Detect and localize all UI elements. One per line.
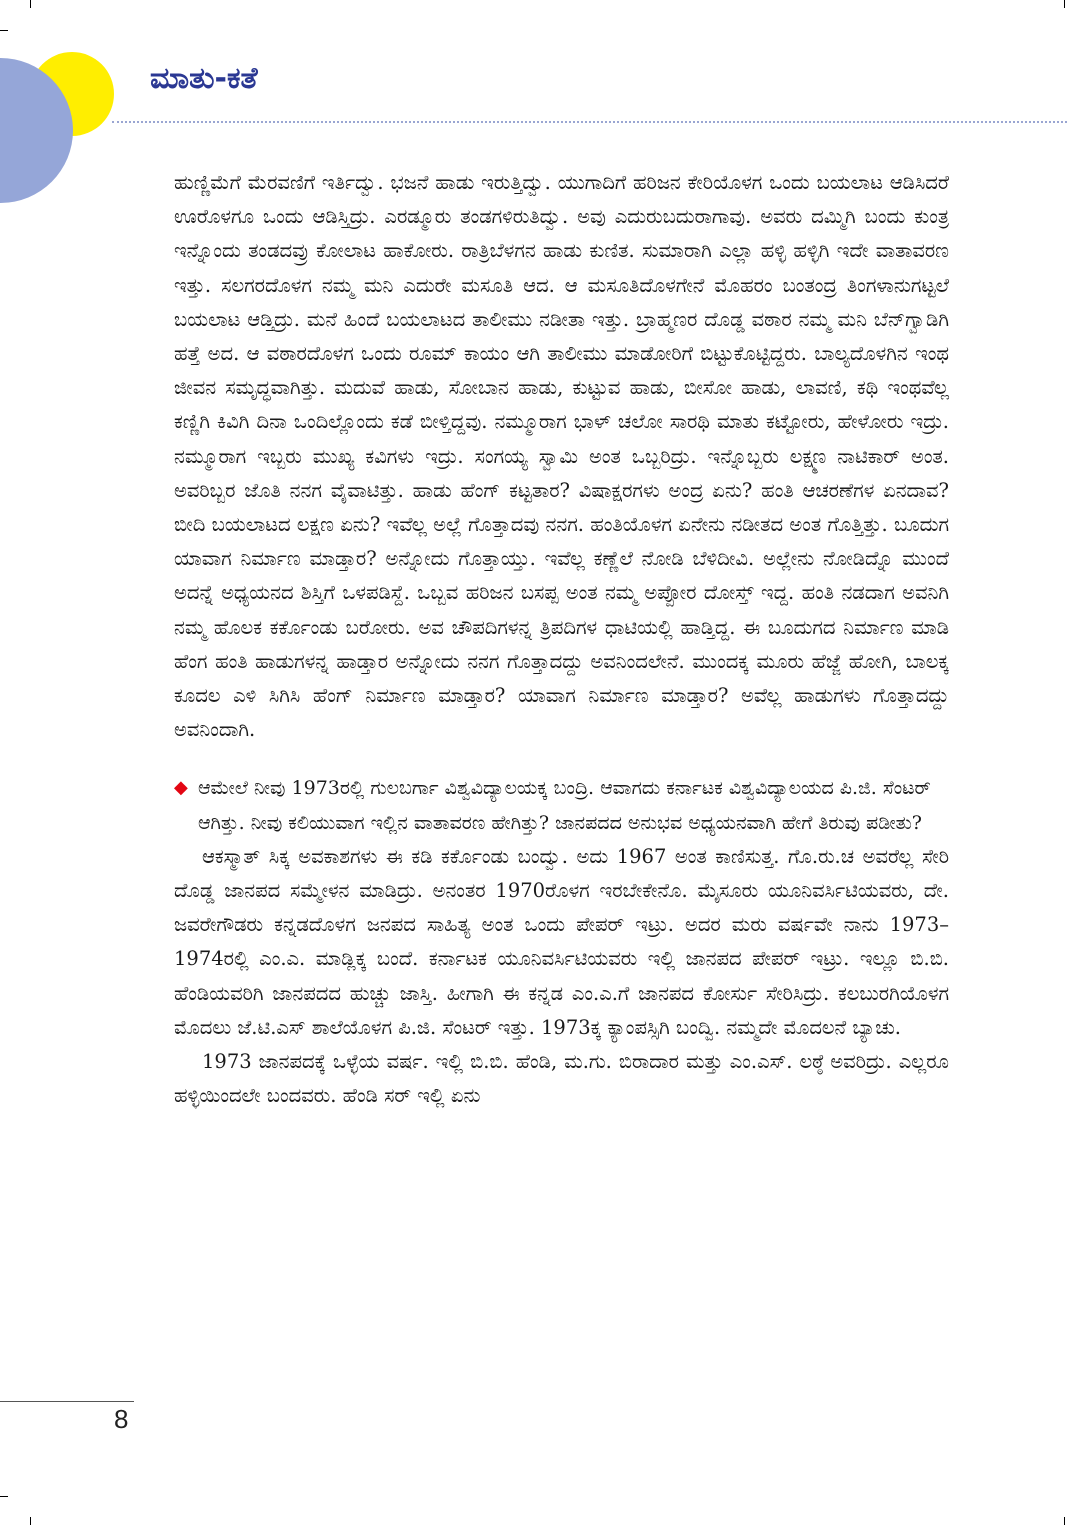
paragraph: 1973 ಜಾನಪದಕ್ಕೆ ಒಳ್ಳೆಯ ವರ್ಷ. ಇಲ್ಲಿ ಬಿ.ಬಿ. ಹೆಂಡಿ, ಮ.ಗು. ಬಿರಾದಾರ ಮತ್ತು ಎಂ.ಎಸ್. ಲಠ್ಠೆ ಅವರಿದ್ರು. ಎಲ್ಲರೂ ಹಳ್ಳಿಯಿಂದಲೇ ಬಂದವರು. ಹೆಂಡಿ ಸರ್ ಇಲ್ಲಿ ಏನು — [174, 1050, 949, 1108]
paragraph: ಆಕಸ್ಮಾತ್ ಸಿಕ್ಕ ಅವಕಾಶಗಳು ಈ ಕಡಿ ಕರ್ಕೊಂಡು ಬಂದ್ವು. ಅದು 1967 ಅಂತ ಕಾಣಿಸುತ್ತ. ಗೊ.ರು.ಚ ಅವರೆಲ್ಲ ಸೇರಿ ದೊಡ್ಡ ಜಾನಪದ ಸಮ್ಮೇಳನ ಮಾಡಿದ್ರು. ಅನಂತರ 1970ರೊಳಗ ಇರಬೇಕೇನೊ. ಮೈಸೂರು ಯೂನಿವರ್ಸಿಟಿಯವರು, ದೇ. ಜವರೇಗೌಡರು ಕನ್ನಡದೊಳಗ ಜನಪದ ಸಾಹಿತ್ಯ ಅಂತ ಒಂದು ಪೇಪರ್ ಇಟ್ರು. ಅದರ ಮರು ವರ್ಷವೇ ನಾನು 1973–1974ರಲ್ಲಿ ಎಂ.ಎ. ಮಾಡ್ಲಿಕ್ಕ ಬಂದೆ. ಕರ್ನಾಟಕ ಯೂನಿವರ್ಸಿಟಿಯವರು ಇಲ್ಲಿ ಜಾನಪದ ಪೇಪರ್ ಇಟ್ರು. ಇಲ್ಲೂ ಬಿ.ಬಿ. ಹೆಂಡಿಯವರಿಗಿ ಜಾನಪದದ ಹುಚ್ಚು ಜಾಸ್ತಿ. ಹೀಗಾಗಿ ಈ ಕನ್ನಡ ಎಂ.ಎ.ಗೆ ಜಾನಪದ ಕೋರ್ಸು ಸೇರಿಸಿದ್ರು. ಕಲಬುರಗಿಯೊಳಗ ಮೊದಲು ಜೆ.ಟಿ.ಎಸ್ ಶಾಲೆಯೊಳಗ ಪಿ.ಜಿ. ಸೆಂಟರ್ ಇತ್ತು. 1973ಕ್ಕ ಕ್ಯಾಂಪಸ್ಸಿಗಿ ಬಂದ್ವಿ. ನಮ್ಮದೇ ಮೊದಲನೆ ಬ್ಯಾಚು. — [174, 844, 949, 1039]
crop-mark — [0, 30, 8, 31]
crop-mark — [30, 1517, 31, 1525]
header-dotted-rule — [112, 121, 1067, 123]
crop-mark — [1064, 1517, 1065, 1525]
page-number: 8 — [114, 1404, 129, 1434]
interview-question — [174, 771, 949, 839]
article-body — [174, 166, 949, 1113]
diamond-bullet-icon: ◆ — [174, 777, 188, 799]
question-text: ಆಮೇಲೆ ನೀವು 1973ರಲ್ಲಿ ಗುಲಬರ್ಗಾ ವಿಶ್ವವಿದ್ಯಾಲಯಕ್ಕ ಬಂದ್ರಿ. ಆವಾಗದು ಕರ್ನಾಟಕ ವಿಶ್ವವಿದ್ಯಾಲಯದ ಪಿ.ಜಿ. ಸೆಂಟರ್ ಆಗಿತ್ತು. ನೀವು ಕಲಿಯುವಾಗ ಇಲ್ಲಿನ ವಾತಾವರಣ ಹೇಗಿತ್ತು? ಜಾನಪದದ ಅನುಭವ ಅಧ್ಯಯನವಾಗಿ ಹೇಗೆ ತಿರುವು ಪಡೀತು? — [198, 777, 931, 834]
crop-mark — [0, 1496, 8, 1497]
section-title: ಮಾತು-ಕತೆ — [150, 61, 258, 96]
crop-mark — [30, 0, 31, 8]
paragraph: ಹುಣ್ಣಿಮೆಗೆ ಮೆರವಣಿಗೆ ಇರ್ತಿದ್ವು. ಭಜನೆ ಹಾಡು ಇರುತ್ತಿದ್ವು. ಯುಗಾದಿಗೆ ಹರಿಜನ ಕೇರಿಯೊಳಗ ಒಂದು ಬಯಲಾಟ ಆಡಿಸಿದರೆ ಊರೊಳಗೂ ಒಂದು ಆಡಿಸ್ತಿದ್ರು. ಎರಡ್ಮೂರು ತಂಡಗಳಿರುತಿದ್ವು. ಅವು ಎದುರುಬದುರಾಗಾವು. ಅವರು ದಮ್ಮಿಗಿ ಬಂದು ಕುಂತ್ರ ಇನ್ನೊಂದು ತಂಡದವ್ರು ಕೋಲಾಟ ಹಾಕೋರು. ರಾತ್ರಿಬೆಳಗನ ಹಾಡು ಕುಣಿತ. ಸುಮಾರಾಗಿ ಎಲ್ಲಾ ಹಳ್ಳಿ ಹಳ್ಳಿಗಿ ಇದೇ ವಾತಾವರಣ ಇತ್ತು. ಸಲಗರದೊಳಗ ನಮ್ಮ ಮನಿ ಎದುರೇ ಮಸೂತಿ ಆದ. ಆ ಮಸೂತಿದೊಳಗೇನೆ ಮೊಹರಂ ಬಂತಂದ್ರ ತಿಂಗಳಾನುಗಟ್ಟಲೆ ಬಯಲಾಟ ಆಡ್ತಿದ್ರು. ಮನೆ ಹಿಂದೆ ಬಯಲಾಟದ ತಾಲೀಮು ನಡೀತಾ ಇತ್ತು. ಬ್ರಾಹ್ಮಣರ ದೊಡ್ಡ ವಠಾರ ನಮ್ಮ ಮನಿ ಬೆನ್‌ಗ್ವಾಡಿಗಿ ಹತ್ತೆ ಅದ. ಆ ವಠಾರದೊಳಗ ಒಂದು ರೂಮ್ ಕಾಯಂ ಆಗಿ ತಾಲೀಮು ಮಾಡೋರಿಗೆ ಬಿಟ್ಟುಕೊಟ್ಟಿದ್ದರು. ಬಾಲ್ಯದೊಳಗಿನ ಇಂಥ ಜೀವನ ಸಮೃದ್ಧವಾಗಿತ್ತು. ಮದುವೆ ಹಾಡು, ಸೋಬಾನ ಹಾಡು, ಕುಟ್ಟುವ ಹಾಡು, ಬೀಸೋ ಹಾಡು, ಲಾವಣಿ, ಕಥಿ ಇಂಥವೆಲ್ಲ ಕಣ್ಣಿಗಿ ಕಿವಿಗಿ ದಿನಾ ಒಂದಿಲ್ಲೊಂದು ಕಡೆ ಬೀಳ್ತಿದ್ದವು. ನಮ್ಮೂರಾಗ ಭಾಳ್ ಚಲೋ ಸಾರಥಿ ಮಾತು ಕಟ್ಟೋರು, ಹೇಳೋರು ಇದ್ರು. ನಮ್ಮೂರಾಗ ಇಬ್ಬರು ಮುಖ್ಯ ಕವಿಗಳು ಇದ್ರು. ಸಂಗಯ್ಯ ಸ್ವಾಮಿ ಅಂತ ಒಬ್ಬರಿದ್ರು. ಇನ್ನೊಬ್ಬರು ಲಕ್ಷ್ಮಣ ನಾಟಿಕಾರ್ ಅಂತ. ಅವರಿಬ್ಬರ ಜೊತಿ ನನಗ ವೈವಾಟಿತ್ತು. ಹಾಡು ಹೆಂಗ್ ಕಟ್ಟತಾರ? ವಿಷಾಕ್ಷರಗಳು ಅಂದ್ರ ಏನು? ಹಂತಿ ಆಚರಣೆಗಳ ಏನದಾವ? ಬೀದಿ ಬಯಲಾಟದ ಲಕ್ಷಣ ಏನು? ಇವೆಲ್ಲ ಅಲ್ಲೆ ಗೊತ್ತಾದವು ನನಗ. ಹಂತಿಯೊಳಗ ಏನೇನು ನಡೀತದ ಅಂತ ಗೊತ್ತಿತ್ತು. ಬೂದುಗ ಯಾವಾಗ ನಿರ್ಮಾಣ ಮಾಡ್ತಾರ? ಅನ್ನೋದು ಗೊತ್ತಾಯ್ತು. ಇವೆಲ್ಲ ಕಣ್ಣೆಲೆ ನೋಡಿ ಬೆಳಿದೀವಿ. ಅಲ್ಲೇನು ನೋಡಿದ್ನೊ ಮುಂದೆ ಅದನ್ನೆ ಅಧ್ಯಯನದ ಶಿಸ್ತಿಗೆ ಒಳಪಡಿಸ್ದೆ. ಒಬ್ಬವ ಹರಿಜನ ಬಸಪ್ಪ ಅಂತ ನಮ್ಮ ಅಪ್ಪೋರ ದೋಸ್ತ್ ಇದ್ದ. ಹಂತಿ ನಡದಾಗ ಅವನಿಗಿ ನಮ್ಮ ಹೊಲಕ ಕರ್ಕೊಂಡು ಬರೋರು. ಅವ ಚೌಪದಿಗಳನ್ನ ತ್ರಿಪದಿಗಳ ಧಾಟಿಯಲ್ಲಿ ಹಾಡ್ತಿದ್ದ. ಈ ಬೂದುಗದ ನಿರ್ಮಾಣ ಮಾಡಿ ಹೆಂಗ ಹಂತಿ ಹಾಡುಗಳನ್ನ ಹಾಡ್ತಾರ ಅನ್ನೋದು ನನಗ ಗೊತ್ತಾದದ್ದು ಅವನಿಂದಲೇನೆ. ಮುಂದಕ್ಕ ಮೂರು ಹೆಜ್ಜೆ ಹೋಗಿ, ಬಾಲಕ್ಕ ಕೂದಲ ಎಳಿ ಸಿಗಿಸಿ ಹೆಂಗ್ ನಿರ್ಮಾಣ ಮಾಡ್ತಾರ? ಯಾವಾಗ ನಿರ್ಮಾಣ ಮಾಡ್ತಾರ? ಅವೆಲ್ಲ ಹಾಡುಗಳು ಗೊತ್ತಾದದ್ದು ಅವನಿಂದಾಗಿ. — [174, 171, 949, 742]
crop-mark — [1064, 0, 1065, 8]
footer-rule — [0, 1401, 134, 1402]
